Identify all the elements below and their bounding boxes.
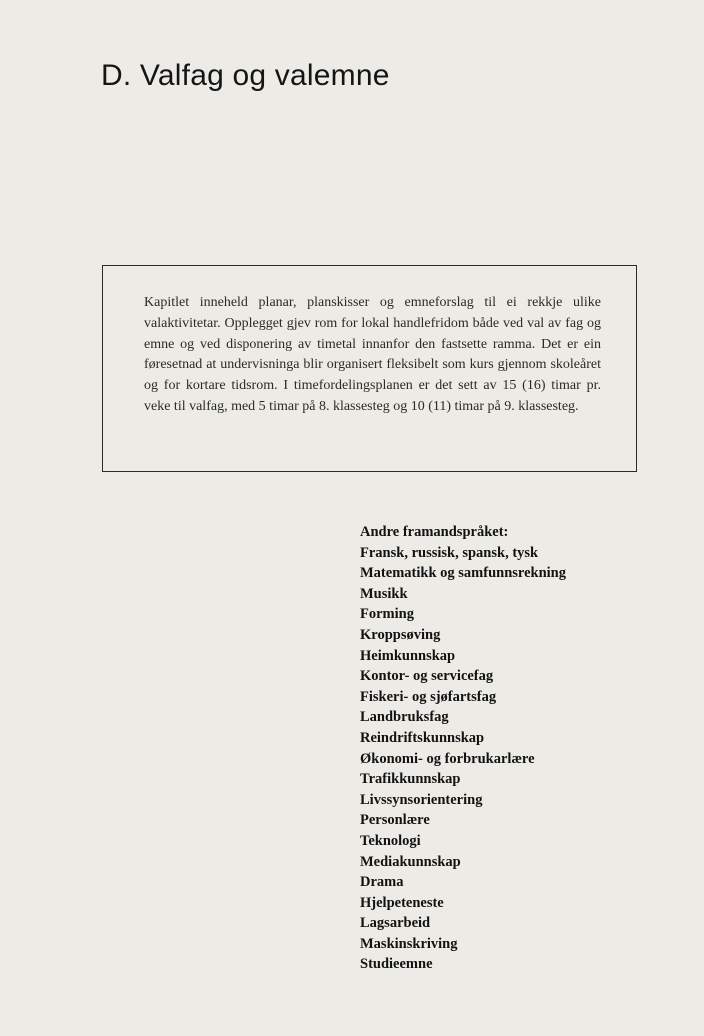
- list-item: Livssynsorientering: [360, 791, 483, 808]
- list-item: Musikk: [360, 585, 408, 602]
- list-item: Trafikkunnskap: [360, 771, 461, 788]
- list-item: Maskinskriving: [360, 935, 458, 952]
- list-item: Mediakunnskap: [360, 853, 461, 870]
- list-item: Landbruksfag: [360, 709, 449, 726]
- intro-box: [102, 265, 637, 472]
- list-item: Økonomi- og forbrukarlære: [360, 750, 535, 767]
- list-item: Hjelpeteneste: [360, 894, 444, 911]
- list-item: Studieemne: [360, 956, 433, 973]
- list-item: Kontor- og servicefag: [360, 668, 494, 685]
- list-item: Matematikk og samfunnsrekning: [360, 565, 566, 582]
- list-item: Heimkunnskap: [360, 647, 456, 664]
- intro-text: Kapitlet inneheld planar, planskisser og emneforslag til ei rekkje ulike valaktivitetar. Opplegget gjev rom for lokal handlefridom både ved val av fag og emne og ved disponering av timetal innanfor den fastsette ramma. Det er ein føresetnad at undervisninga blir organisert fleksibelt som kurs gjennom skoleåret og for kortare tidsrom. I timefordelingsplanen er det sett av 15 (16) timar pr. veke til valfag, med 5 timar på 8. klassesteg og 10 (11) timar på 9. klassesteg.: [144, 295, 601, 414]
- list-item: Fiskeri- og sjøfartsfag: [360, 688, 497, 705]
- list-item: Lagsarbeid: [360, 915, 431, 932]
- list-item: Reindriftskunnskap: [360, 729, 485, 746]
- list-item: Personlære: [360, 812, 430, 829]
- subject-list: [360, 522, 566, 975]
- page-title: D. Valfag og valemne: [101, 59, 390, 92]
- list-item: Teknologi: [360, 832, 421, 849]
- list-item: Fransk, russisk, spansk, tysk: [360, 544, 539, 561]
- list-item: Drama: [360, 874, 404, 891]
- list-item: Forming: [360, 606, 414, 623]
- list-item: Andre framandspråket:: [360, 524, 509, 540]
- list-item: Kroppsøving: [360, 626, 441, 643]
